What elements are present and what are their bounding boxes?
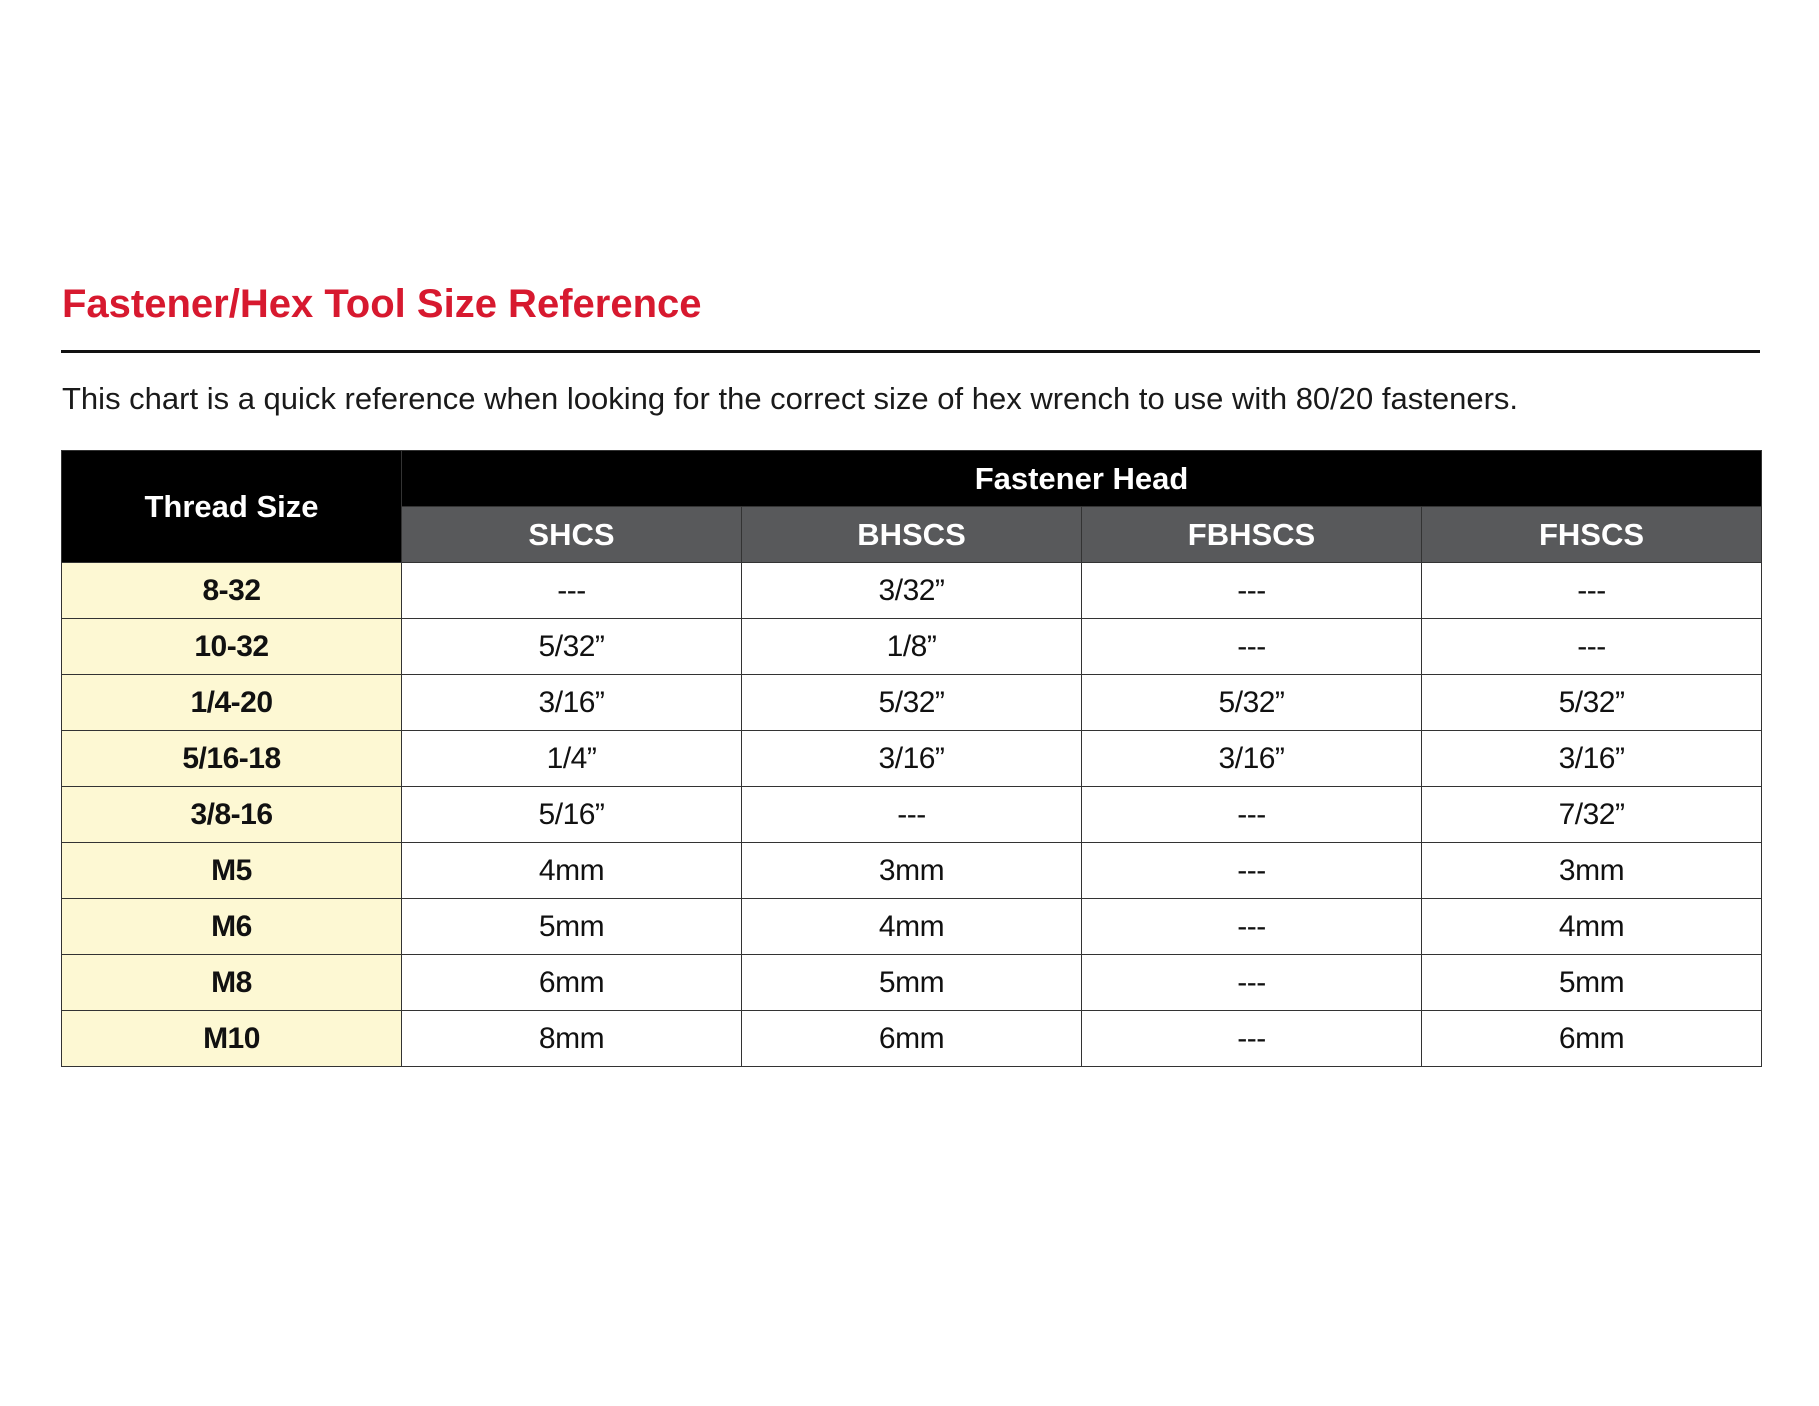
table-cell: --- — [1082, 843, 1422, 899]
table-cell: 5mm — [402, 899, 742, 955]
table-cell: --- — [742, 787, 1082, 843]
table-cell: 8mm — [402, 1011, 742, 1067]
table-cell: 7/32” — [1422, 787, 1762, 843]
table-cell: --- — [1082, 563, 1422, 619]
header-row-group — [62, 451, 1762, 507]
table-cell: 5mm — [742, 955, 1082, 1011]
page-title: Fastener/Hex Tool Size Reference — [62, 282, 702, 326]
thread-size-cell: 10-32 — [62, 619, 402, 675]
table-cell: 3/16” — [1422, 731, 1762, 787]
table-cell: 3/16” — [742, 731, 1082, 787]
table-cell: 5/32” — [1082, 675, 1422, 731]
table-cell: --- — [1422, 619, 1762, 675]
table-cell: 5/32” — [1422, 675, 1762, 731]
table-cell: --- — [402, 563, 742, 619]
table-cell: 5/32” — [402, 619, 742, 675]
thread-size-cell: M5 — [62, 843, 402, 899]
table-row — [62, 619, 1762, 675]
hex-tool-size-table — [61, 450, 1762, 1067]
thread-size-header: Thread Size — [62, 451, 402, 563]
table-cell: 3mm — [1422, 843, 1762, 899]
table-row — [62, 787, 1762, 843]
table-cell: 3/32” — [742, 563, 1082, 619]
thread-size-cell: M8 — [62, 955, 402, 1011]
thread-size-cell: 5/16-18 — [62, 731, 402, 787]
table-row — [62, 955, 1762, 1011]
table-cell: 5/16” — [402, 787, 742, 843]
table-cell: 6mm — [1422, 1011, 1762, 1067]
table-cell: --- — [1082, 787, 1422, 843]
table-row — [62, 899, 1762, 955]
table-cell: 4mm — [1422, 899, 1762, 955]
thread-size-cell: 3/8-16 — [62, 787, 402, 843]
fastener-head-header: Fastener Head — [402, 451, 1762, 507]
table-cell: 4mm — [742, 899, 1082, 955]
table-row — [62, 843, 1762, 899]
table-cell: 1/8” — [742, 619, 1082, 675]
thread-size-cell: M10 — [62, 1011, 402, 1067]
table-cell: --- — [1082, 899, 1422, 955]
column-header-shcs: SHCS — [402, 507, 742, 563]
table-cell: 3mm — [742, 843, 1082, 899]
thread-size-cell: 1/4-20 — [62, 675, 402, 731]
table-cell: 6mm — [742, 1011, 1082, 1067]
thread-size-cell: M6 — [62, 899, 402, 955]
table-row — [62, 731, 1762, 787]
table-cell: 1/4” — [402, 731, 742, 787]
table-row — [62, 675, 1762, 731]
table-cell: --- — [1082, 619, 1422, 675]
table-cell: 3/16” — [402, 675, 742, 731]
table-row — [62, 563, 1762, 619]
title-divider — [61, 350, 1760, 353]
table-cell: 4mm — [402, 843, 742, 899]
table-cell: 5/32” — [742, 675, 1082, 731]
column-header-fhscs: FHSCS — [1422, 507, 1762, 563]
table-cell: 6mm — [402, 955, 742, 1011]
intro-text: This chart is a quick reference when looking for the correct size of hex wrench to use with 80/20 fasteners. — [62, 381, 1519, 416]
table-cell: 3/16” — [1082, 731, 1422, 787]
column-header-fbhscs: FBHSCS — [1082, 507, 1422, 563]
table-row — [62, 1011, 1762, 1067]
column-header-bhscs: BHSCS — [742, 507, 1082, 563]
table-cell: --- — [1422, 563, 1762, 619]
table-cell: --- — [1082, 1011, 1422, 1067]
table-cell: 5mm — [1422, 955, 1762, 1011]
thread-size-cell: 8-32 — [62, 563, 402, 619]
table-cell: --- — [1082, 955, 1422, 1011]
